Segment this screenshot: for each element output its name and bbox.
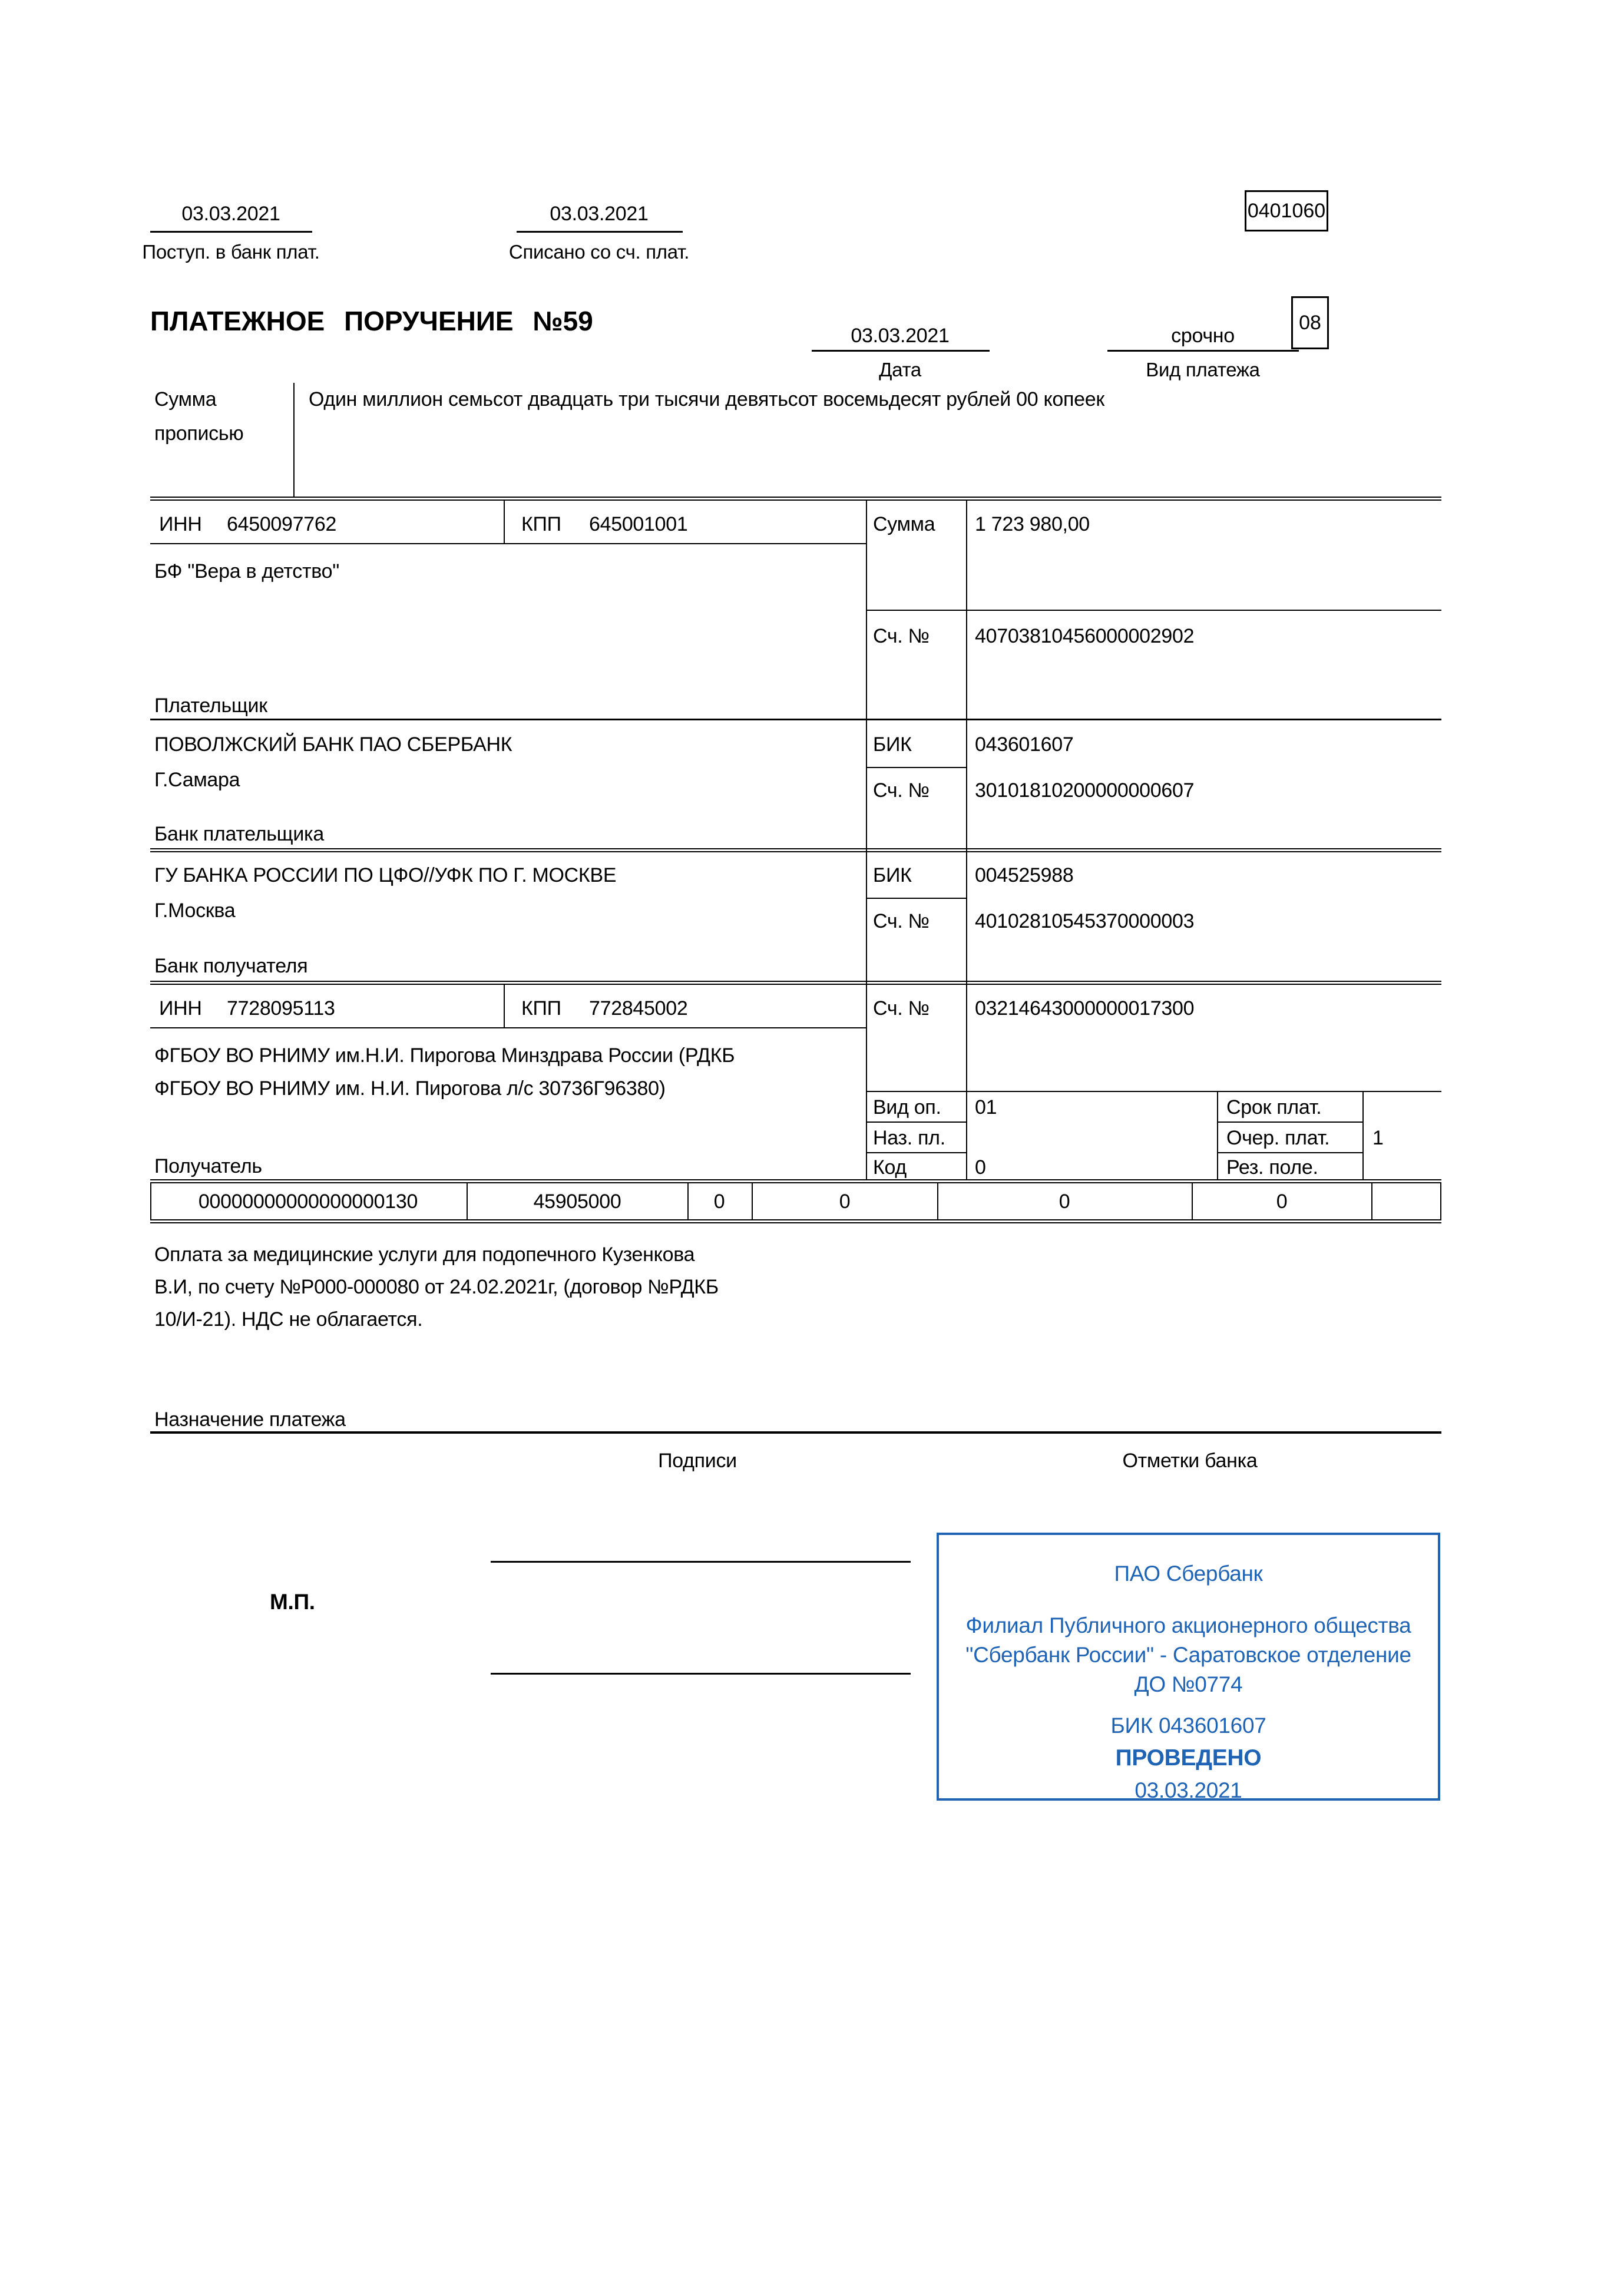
divider-line xyxy=(866,898,967,899)
payer-bank-section-label: Банк плательщика xyxy=(154,823,324,845)
amount-value: 1 723 980,00 xyxy=(975,513,1090,535)
payer-bank-account-label: Сч. № xyxy=(873,779,930,802)
codes-row-cell: 45905000 xyxy=(533,1190,621,1213)
payer-bank-bik-label: БИК xyxy=(873,733,912,756)
beneficiary-kpp-label: КПП xyxy=(521,997,561,1020)
purpose-section-label: Назначение платежа xyxy=(154,1408,346,1431)
mp-label: М.П. xyxy=(270,1590,315,1614)
divider-line xyxy=(467,1182,468,1220)
amount-words-label-1: Сумма xyxy=(154,388,217,411)
beneficiary-section-label: Получатель xyxy=(154,1155,262,1177)
beneficiary-bank-city: Г.Москва xyxy=(154,899,236,922)
received-label: Поступ. в банк плат. xyxy=(142,241,320,263)
purpose-line3: 10/И-21). НДС не облагается. xyxy=(154,1308,423,1331)
divider-line xyxy=(866,1152,967,1153)
doc-date-label: Дата xyxy=(879,359,921,381)
stamp-branch-line3: ДО №0774 xyxy=(1134,1672,1243,1696)
payer-bank-name: ПОВОЛЖСКИЙ БАНК ПАО СБЕРБАНК xyxy=(154,733,512,756)
beneficiary-bank-account-label: Сч. № xyxy=(873,910,930,932)
divider-line xyxy=(150,1431,1441,1434)
codes-row-cell: 0 xyxy=(713,1190,725,1213)
payer-bank-city: Г.Самара xyxy=(154,769,240,791)
payer-account-label: Сч. № xyxy=(873,625,930,647)
beneficiary-bank-name: ГУ БАНКА РОССИИ ПО ЦФО//УФК ПО Г. МОСКВЕ xyxy=(154,864,617,886)
divider-line xyxy=(966,501,967,1179)
divider-line xyxy=(937,1182,938,1220)
payer-bank-bik: 043601607 xyxy=(975,733,1074,756)
op-kod-label: Код xyxy=(873,1156,907,1179)
op-vid-value: 01 xyxy=(975,1096,997,1119)
divider-line xyxy=(150,1219,1441,1223)
stamp-status: ПРОВЕДЕНО xyxy=(1115,1745,1262,1771)
divider-line xyxy=(1217,1091,1218,1179)
bank-marks-label: Отметки банка xyxy=(1122,1450,1258,1472)
payer-inn: 6450097762 xyxy=(227,513,337,535)
stamp-bank-name: ПАО Сбербанк xyxy=(1114,1561,1263,1586)
op-srok-label: Срок плат. xyxy=(1226,1096,1322,1119)
divider-line xyxy=(150,231,312,233)
beneficiary-bank-bik: 004525988 xyxy=(975,864,1074,886)
divider-line xyxy=(1217,1152,1362,1153)
codes-row-cell: 0 xyxy=(839,1190,851,1213)
amount-words: Один миллион семьсот двадцать три тысячи девятьсот восемьдесят рублей 00 копеек xyxy=(309,388,1104,411)
divider-line xyxy=(1371,1182,1372,1220)
divider-line xyxy=(812,350,990,352)
op-naz-label: Наз. пл. xyxy=(873,1127,945,1149)
beneficiary-bank-section-label: Банк получателя xyxy=(154,955,308,977)
payer-account: 40703810456000002902 xyxy=(975,625,1195,647)
divider-line xyxy=(866,767,967,768)
divider-line xyxy=(866,1121,967,1123)
payer-kpp-label: КПП xyxy=(521,513,561,535)
divider-line xyxy=(150,1027,866,1028)
page-title: ПЛАТЕЖНОЕ ПОРУЧЕНИЕ №59 xyxy=(150,306,593,336)
bank-stamp xyxy=(937,1533,1440,1801)
beneficiary-account-label: Сч. № xyxy=(873,997,930,1020)
signature-line-2[interactable] xyxy=(491,1673,911,1675)
stamp-branch-line2: "Сбербанк России" - Саратовское отделение xyxy=(965,1643,1411,1667)
beneficiary-bank-bik-label: БИК xyxy=(873,864,912,886)
divider-line xyxy=(687,1182,689,1220)
payer-section-label: Плательщик xyxy=(154,694,267,717)
payer-kpp: 645001001 xyxy=(589,513,688,535)
beneficiary-account: 03214643000000017300 xyxy=(975,997,1195,1020)
divider-line xyxy=(1440,1182,1441,1220)
payer-inn-label: ИНН xyxy=(159,513,202,535)
op-vid-label: Вид оп. xyxy=(873,1096,941,1119)
doc-date: 03.03.2021 xyxy=(851,325,950,347)
codes-row-cell: 0 xyxy=(1276,1190,1288,1213)
beneficiary-name-line2: ФГБОУ ВО РНИМУ им. Н.И. Пирогова л/с 30736Г96380) xyxy=(154,1077,666,1100)
divider-line xyxy=(1107,350,1299,352)
status-code-box xyxy=(1291,296,1329,349)
stamp-branch-line1: Филиал Публичного акционерного общества xyxy=(965,1613,1411,1637)
beneficiary-bank-account: 40102810545370000003 xyxy=(975,910,1195,932)
divider-line xyxy=(1362,1091,1364,1179)
status-code: 08 xyxy=(1299,311,1321,334)
stamp-bik: БИК 043601607 xyxy=(1110,1713,1266,1738)
received-date: 03.03.2021 xyxy=(181,203,280,225)
form-code: 0401060 xyxy=(1247,199,1326,222)
op-ocher-value: 1 xyxy=(1372,1127,1384,1149)
divider-line xyxy=(866,1091,1441,1092)
divider-line xyxy=(293,383,295,497)
divider-line xyxy=(1192,1182,1193,1220)
op-ocher-label: Очер. плат. xyxy=(1226,1127,1330,1149)
purpose-line2: В.И, по счету №Р000-000080 от 24.02.2021г, (договор №РДКБ xyxy=(154,1276,719,1298)
debited-date: 03.03.2021 xyxy=(550,203,649,225)
debited-label: Списано со сч. плат. xyxy=(508,241,690,263)
codes-row-cell: 0 xyxy=(1059,1190,1070,1213)
divider-line xyxy=(517,231,683,233)
beneficiary-inn: 7728095113 xyxy=(227,997,335,1020)
divider-line xyxy=(150,719,1441,720)
divider-line xyxy=(150,848,1441,852)
divider-line xyxy=(1217,1121,1362,1123)
payment-kind: срочно xyxy=(1171,325,1235,347)
divider-line xyxy=(504,985,505,1027)
beneficiary-name-line1: ФГБОУ ВО РНИМУ им.Н.И. Пирогова Минздрава России (РДКБ xyxy=(154,1044,735,1067)
divider-line xyxy=(504,501,505,543)
amount-label: Сумма xyxy=(873,513,935,535)
payer-name: БФ "Вера в детство" xyxy=(154,560,339,583)
divider-line xyxy=(752,1182,753,1220)
divider-line xyxy=(866,501,867,1179)
op-rez-label: Рез. поле. xyxy=(1226,1156,1318,1179)
codes-row-cell: 00000000000000000130 xyxy=(198,1190,418,1213)
divider-line xyxy=(150,981,1441,985)
beneficiary-inn-label: ИНН xyxy=(159,997,202,1020)
signature-line-1[interactable] xyxy=(491,1561,911,1563)
payment-kind-label: Вид платежа xyxy=(1146,359,1260,381)
divider-line xyxy=(150,1182,151,1220)
divider-line xyxy=(150,1179,1441,1183)
payer-bank-account: 30101810200000000607 xyxy=(975,779,1195,802)
divider-line xyxy=(150,497,1441,501)
stamp-date: 03.03.2021 xyxy=(1135,1778,1242,1802)
form-code-box xyxy=(1245,190,1328,231)
op-kod-value: 0 xyxy=(975,1156,986,1179)
purpose-line1: Оплата за медицинские услуги для подопечного Кузенкова xyxy=(154,1243,695,1266)
divider-line xyxy=(866,610,1441,611)
divider-line xyxy=(150,543,866,544)
amount-words-label-2: прописью xyxy=(154,422,244,445)
signatures-label: Подписи xyxy=(658,1450,737,1472)
beneficiary-kpp: 772845002 xyxy=(589,997,688,1020)
